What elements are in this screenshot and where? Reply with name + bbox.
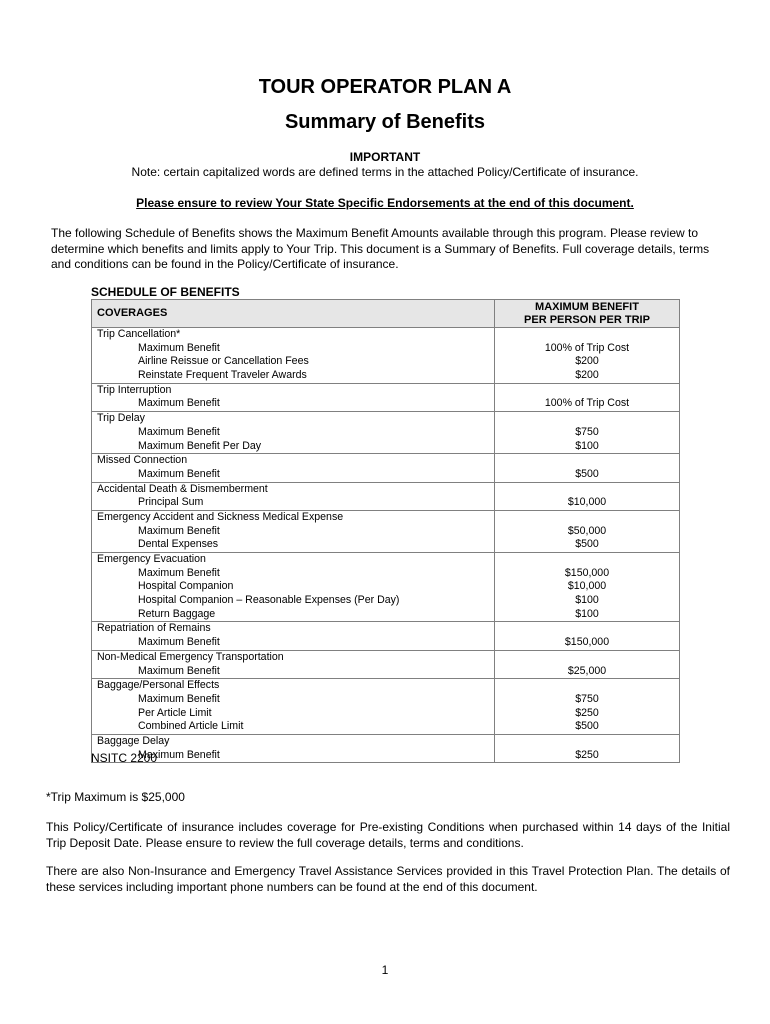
- benefit-cell: [495, 553, 680, 622]
- coverage-heading-spacer: [495, 328, 679, 342]
- coverage-item-label: Maximum Benefit: [138, 748, 220, 761]
- coverage-item-label: Per Article Limit: [138, 706, 212, 719]
- coverage-group-row: [92, 383, 680, 411]
- coverage-heading: Emergency Accident and Sickness Medical Expense: [97, 510, 344, 523]
- benefit-cell: [495, 622, 680, 650]
- coverage-item-label: Maximum Benefit Per Day: [138, 439, 262, 452]
- coverage-item-label: Maximum Benefit: [138, 341, 220, 354]
- document-subtitle: Summary of Benefits: [284, 111, 486, 133]
- coverage-item-value: $25,000: [567, 664, 607, 677]
- coverage-item-value: $200: [575, 369, 599, 382]
- coverage-item-value: $100: [575, 439, 599, 452]
- coverage-item-value: $100: [575, 594, 599, 607]
- max-benefit-header-line1: MAXIMUM BENEFIT: [535, 300, 639, 313]
- benefit-cell: [495, 412, 680, 454]
- coverage-item-label: Hospital Companion – Reasonable Expenses (Per Day): [138, 594, 400, 607]
- coverage-item-label: Maximum Benefit: [138, 692, 220, 705]
- coverage-heading: Baggage/Personal Effects: [97, 679, 220, 692]
- coverage-group-row: [92, 328, 680, 384]
- coverage-item-label: Dental Expenses: [138, 538, 219, 551]
- coverage-item-value: $50,000: [567, 524, 607, 537]
- benefit-cell: [495, 328, 680, 384]
- coverage-item-value: $250: [575, 748, 599, 761]
- definitions-note: Note: certain capitalized words are defined terms in the attached Policy/Certificate of insurance.: [131, 165, 639, 179]
- max-benefit-column-header: [495, 300, 680, 328]
- coverage-item-label: Maximum Benefit: [138, 467, 220, 480]
- benefit-cell: [495, 510, 680, 552]
- coverage-item-value: $200: [575, 355, 599, 368]
- max-benefit-header-line2: PER PERSON PER TRIP: [524, 313, 650, 326]
- coverage-item-value: $500: [575, 720, 599, 733]
- preexisting-conditions-paragraph: This Policy/Certificate of insurance includes coverage for Pre-existing Conditions when purchased within 14 days of the Initial Trip Deposit Date. Please ensure to review the full coverage details, terms and conditions.: [46, 820, 730, 850]
- coverage-cell: [92, 482, 495, 510]
- coverage-item-label: Maximum Benefit: [138, 664, 220, 677]
- coverage-heading: Accidental Death & Dismemberment: [97, 482, 268, 495]
- coverage-item-value: $750: [575, 425, 599, 438]
- coverage-item-label: Maximum Benefit: [138, 636, 220, 649]
- intro-paragraph: The following Schedule of Benefits shows the Maximum Benefit Amounts available through this program. Please review to determine which benefits and limits apply to Your Trip. This document is a Summary of Benefits. Full coverage details, terms and conditions can be found in the Policy/Certificate of insurance.: [51, 226, 710, 271]
- coverage-item-value: 100% of Trip Cost: [544, 341, 630, 354]
- coverage-group-row: [92, 650, 680, 678]
- coverage-item-value: $500: [575, 538, 599, 551]
- coverage-item-label: Maximum Benefit: [138, 425, 220, 438]
- coverages-column-header: COVERAGES: [92, 300, 495, 328]
- coverage-item-label: Return Baggage: [138, 607, 216, 620]
- coverage-group-row: [92, 412, 680, 454]
- coverage-cell: [92, 679, 495, 735]
- document-title: TOUR OPERATOR PLAN A: [258, 76, 512, 98]
- coverage-item-value: $100: [575, 607, 599, 620]
- state-endorsements-notice: Please ensure to review Your State Specific Endorsements at the end of this document.: [136, 196, 634, 210]
- coverage-cell: [92, 650, 495, 678]
- coverage-heading-spacer: [495, 483, 679, 497]
- coverage-heading-spacer: [495, 553, 679, 567]
- coverage-heading-spacer: [495, 622, 679, 636]
- coverage-heading-spacer: [495, 454, 679, 468]
- coverage-heading-spacer: [495, 679, 679, 693]
- coverage-cell: [92, 510, 495, 552]
- benefits-table: [91, 299, 680, 763]
- page-number: 1: [381, 963, 389, 977]
- coverage-cell: [92, 553, 495, 622]
- coverage-item-value: $750: [575, 692, 599, 705]
- coverage-item-label: Reinstate Frequent Traveler Awards: [138, 369, 307, 382]
- coverage-group-row: [92, 553, 680, 622]
- benefit-cell: [495, 734, 680, 762]
- coverage-heading: Emergency Evacuation: [97, 553, 206, 565]
- table-header-row: [92, 300, 680, 328]
- coverage-item-value: $150,000: [564, 636, 610, 649]
- coverage-cell: [92, 454, 495, 482]
- benefit-cell: [495, 679, 680, 735]
- coverage-item-value: $250: [575, 706, 599, 719]
- coverage-heading-spacer: [495, 651, 679, 665]
- coverage-group-row: [92, 482, 680, 510]
- coverage-group-row: [92, 734, 680, 762]
- coverage-item-value: 100% of Trip Cost: [544, 397, 630, 410]
- coverage-item-value: $150,000: [564, 566, 610, 579]
- coverage-item-value: $500: [575, 467, 599, 480]
- coverage-group-row: [92, 454, 680, 482]
- coverage-group-row: [92, 679, 680, 735]
- coverage-heading: Trip Delay: [97, 412, 145, 425]
- coverage-group-row: [92, 622, 680, 650]
- coverage-group-row: [92, 510, 680, 552]
- coverage-item-label: Hospital Companion: [138, 580, 234, 593]
- coverage-item-label: Maximum Benefit: [138, 524, 220, 537]
- coverage-heading: Baggage Delay: [97, 734, 170, 747]
- coverage-heading: Non-Medical Emergency Transportation: [97, 650, 284, 663]
- important-heading: IMPORTANT: [349, 150, 421, 164]
- coverage-heading-spacer: [495, 735, 679, 749]
- coverage-heading-spacer: [495, 511, 679, 525]
- form-code: NSITC 2200: [91, 751, 158, 765]
- coverage-cell: [92, 383, 495, 411]
- benefit-cell: [495, 454, 680, 482]
- coverage-item-value: $10,000: [567, 496, 607, 509]
- benefits-table-body: [92, 328, 680, 763]
- coverage-heading: Missed Connection: [97, 454, 188, 467]
- trip-maximum-note: *Trip Maximum is $25,000: [46, 790, 185, 804]
- coverage-item-label: Maximum Benefit: [138, 566, 220, 579]
- coverage-cell: [92, 622, 495, 650]
- coverage-item-label: Principal Sum: [138, 496, 204, 509]
- coverage-item-label: Maximum Benefit: [138, 397, 220, 410]
- benefit-cell: [495, 383, 680, 411]
- coverage-heading: Repatriation of Remains: [97, 622, 211, 635]
- coverage-heading-spacer: [495, 384, 679, 398]
- coverage-heading: Trip Interruption: [97, 383, 172, 396]
- coverage-heading-spacer: [495, 412, 679, 426]
- coverage-item-label: Airline Reissue or Cancellation Fees: [138, 355, 309, 368]
- coverage-item-value: $10,000: [567, 580, 607, 593]
- schedule-heading: SCHEDULE OF BENEFITS: [91, 285, 240, 299]
- assistance-services-paragraph: There are also Non-Insurance and Emergency Travel Assistance Services provided in this Travel Protection Plan. The details of these services including important phone numbers can be found at the end of this document.: [46, 864, 730, 894]
- coverage-cell: [92, 328, 495, 384]
- benefit-cell: [495, 482, 680, 510]
- coverage-item-label: Combined Article Limit: [138, 720, 244, 733]
- coverage-cell: [92, 412, 495, 454]
- coverage-heading: Trip Cancellation*: [97, 328, 181, 340]
- benefit-cell: [495, 650, 680, 678]
